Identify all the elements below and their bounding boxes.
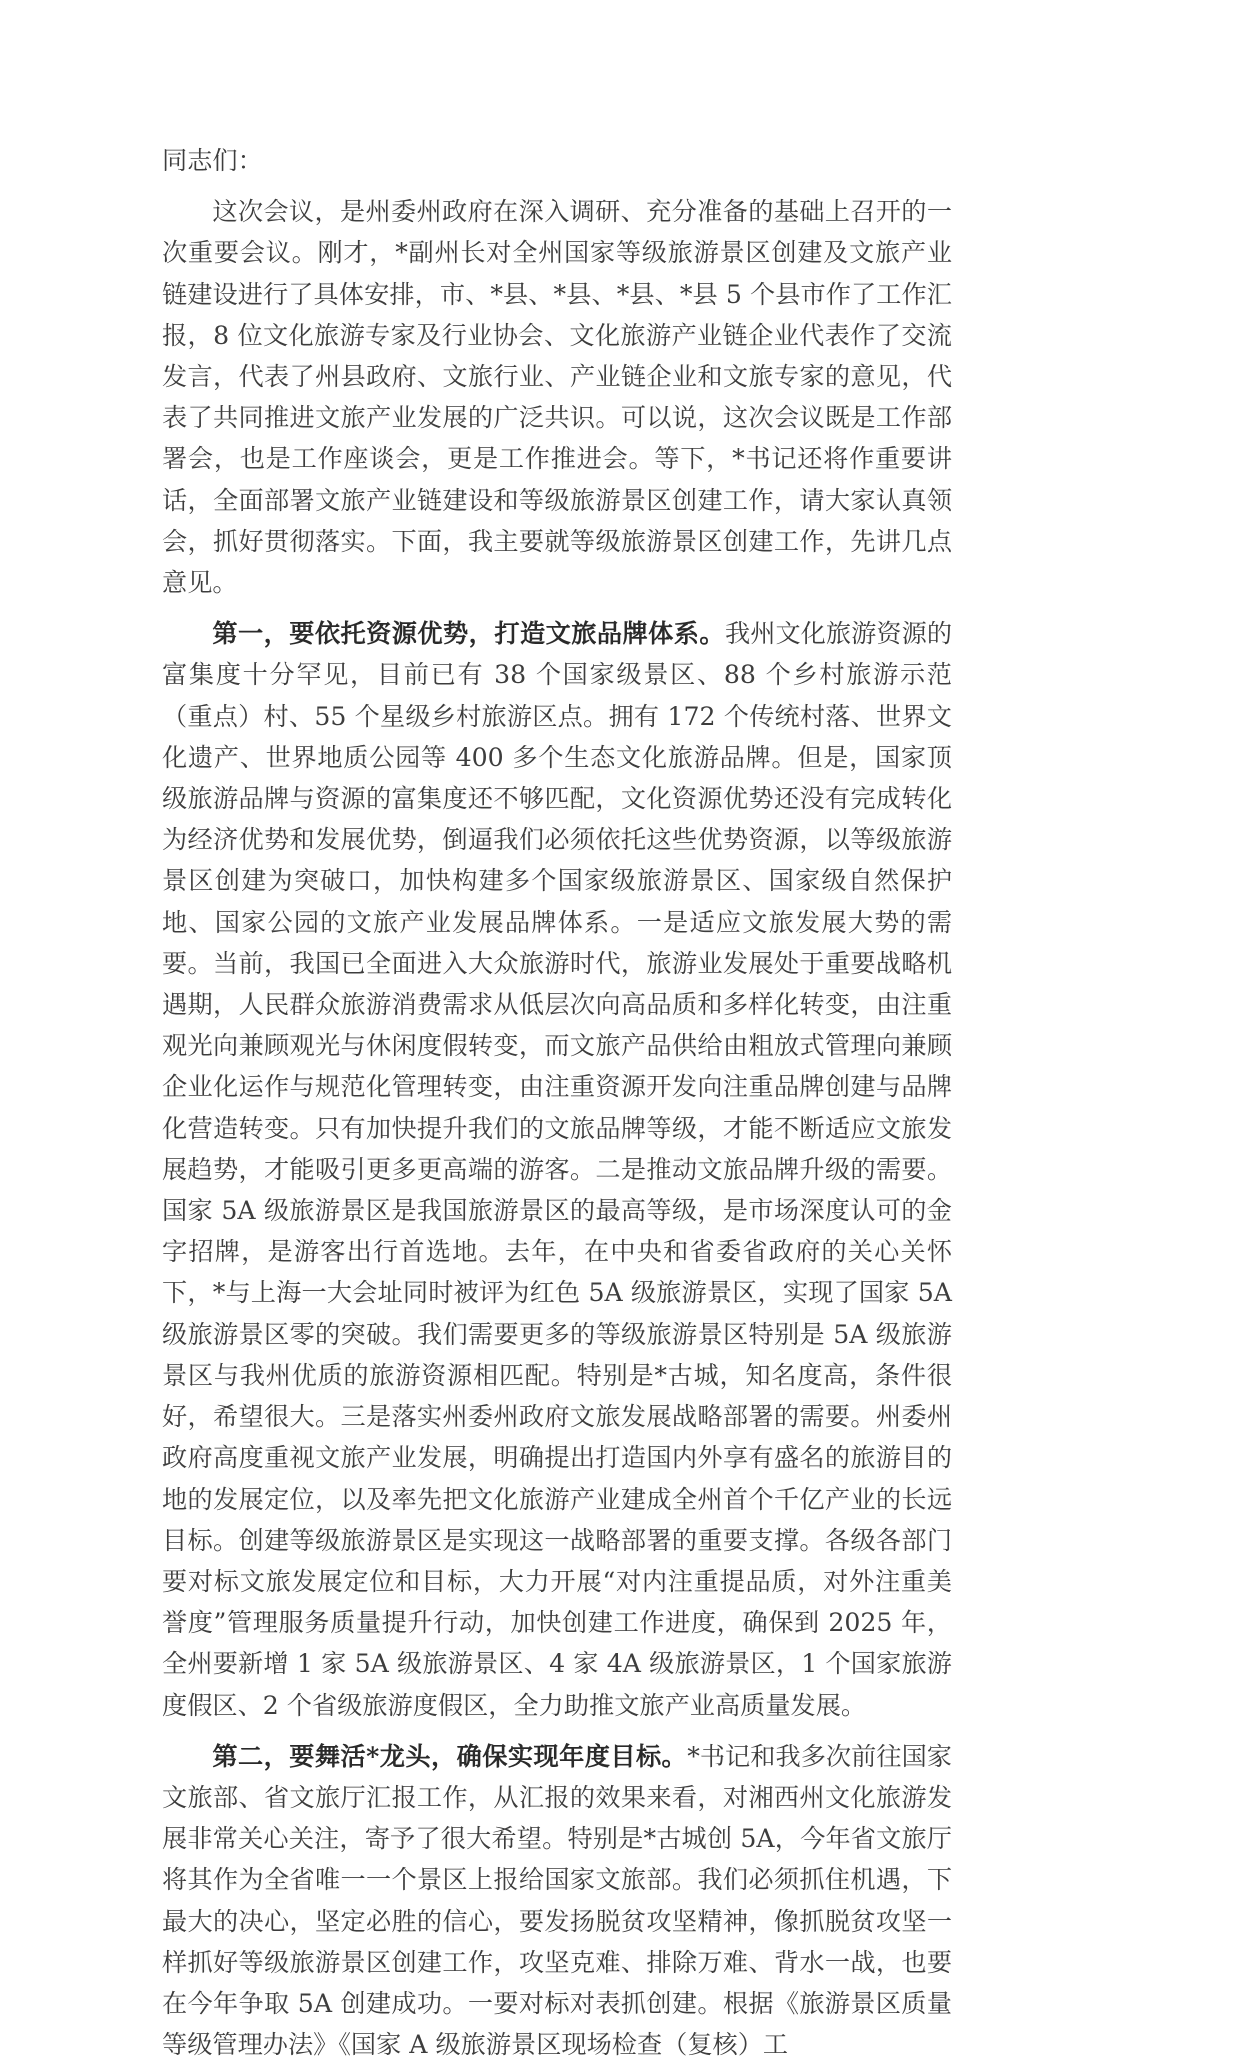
paragraph-gap: [162, 181, 952, 191]
section-one-lead: 第一，要依托资源优势，打造文旅品牌体系。: [212, 618, 725, 649]
document-body: [162, 140, 952, 2065]
paragraph-section-one: [162, 613, 952, 1725]
paragraph-intro-text: 这次会议，是州委州政府在深入调研、充分准备的基础上召开的一次重要会议。刚才，*副州长对全州国家等级旅游景区创建及文旅产业链建设进行了具体安排，市、*县、*县、*县、*县 5 个县市作了工作汇报，8 位文化旅游专家及行业协会、文化旅游产业链企业代表作了交流发言，代表了州县政府、文旅行业、产业链企业和文旅专家的意见，代表了共同推进文旅产业发展的广泛共识。可以说，这次会议既是工作部署会，也是工作座谈会，更是工作推进会。等下，*书记还将作重要讲话，全面部署文旅产业链建设和等级旅游景区创建工作，请大家认真领会，抓好贯彻落实。下面，我主要就等级旅游景区创建工作，先讲几点意见。: [162, 197, 952, 598]
paragraph-section-two: [162, 1736, 952, 2065]
section-two-text: *书记和我多次前往国家文旅部、省文旅厅汇报工作，从汇报的效果来看，对湘西州文化旅游发展非常关心关注，寄予了很大希望。特别是*古城创 5A，今年省文旅厅将其作为全省唯一一个景区上报给国家文旅部。我们必须抓住机遇，下最大的决心，坚定必胜的信心，要发扬脱贫攻坚精神，像抓脱贫攻坚一样抓好等级旅游景区创建工作，攻坚克难、排除万难、背水一战，也要在今年争取 5A 创建成功。一要对标对表抓创建。根据《旅游景区质量等级管理办法》《国家 A 级旅游景区现场检查（复核）工: [162, 1741, 952, 2060]
paragraph-gap: [162, 1726, 952, 1736]
paragraph-intro: [162, 191, 952, 603]
section-one-text: 我州文化旅游资源的富集度十分罕见，目前已有 38 个国家级景区、88 个乡村旅游示范（重点）村、55 个星级乡村旅游区点。拥有 172 个传统村落、世界文化遗产、世界地质公园等 400 多个生态文化旅游品牌。但是，国家顶级旅游品牌与资源的富集度还不够匹配，文化资源优势还没有完成转化为经济优势和发展优势，倒逼我们必须依托这些优势资源，以等级旅游景区创建为突破口，加快构建多个国家级旅游景区、国家级自然保护地、国家公园的文旅产业发展品牌体系。一是适应文旅发展大势的需要。当前，我国已全面进入大众旅游时代，旅游业发展处于重要战略机遇期，人民群众旅游消费需求从低层次向高品质和多样化转变，由注重观光向兼顾观光与休闲度假转变，而文旅产品供给由粗放式管理向兼顾企业化运作与规范化管理转变，由注重资源开发向注重品牌创建与品牌化营造转变。只有加快提升我们的文旅品牌等级，才能不断适应文旅发展趋势，才能吸引更多更高端的游客。二是推动文旅品牌升级的需要。国家 5A 级旅游景区是我国旅游景区的最高等级，是市场深度认可的金字招牌，是游客出行首选地。去年，在中央和省委省政府的关心关怀下，*与上海一大会址同时被评为红色 5A 级旅游景区，实现了国家 5A 级旅游景区零的突破。我们需要更多的等级旅游景区特别是 5A 级旅游景区与我州优质的旅游资源相匹配。特别是*古城，知名度高，条件很好，希望很大。三是落实州委州政府文旅发展战略部署的需要。州委州政府高度重视文旅产业发展，明确提出打造国内外享有盛名的旅游目的地的发展定位，以及率先把文化旅游产业建成全州首个千亿产业的长远目标。创建等级旅游景区是实现这一战略部署的重要支撑。各级各部门要对标文旅发展定位和目标，大力开展“对内注重提品质，对外注重美誉度”管理服务质量提升行动，加快创建工作进度，确保到 2025 年，全州要新增 1 家 5A 级旅游景区、4 家 4A 级旅游景区，1 个国家旅游度假区、2 个省级旅游度假区，全力助推文旅产业高质量发展。: [162, 619, 953, 1720]
paragraph-gap: [162, 603, 952, 613]
salutation: 同志们：: [162, 146, 263, 175]
section-two-lead: 第二，要舞活*龙头，确保实现年度目标。: [212, 1740, 688, 1771]
